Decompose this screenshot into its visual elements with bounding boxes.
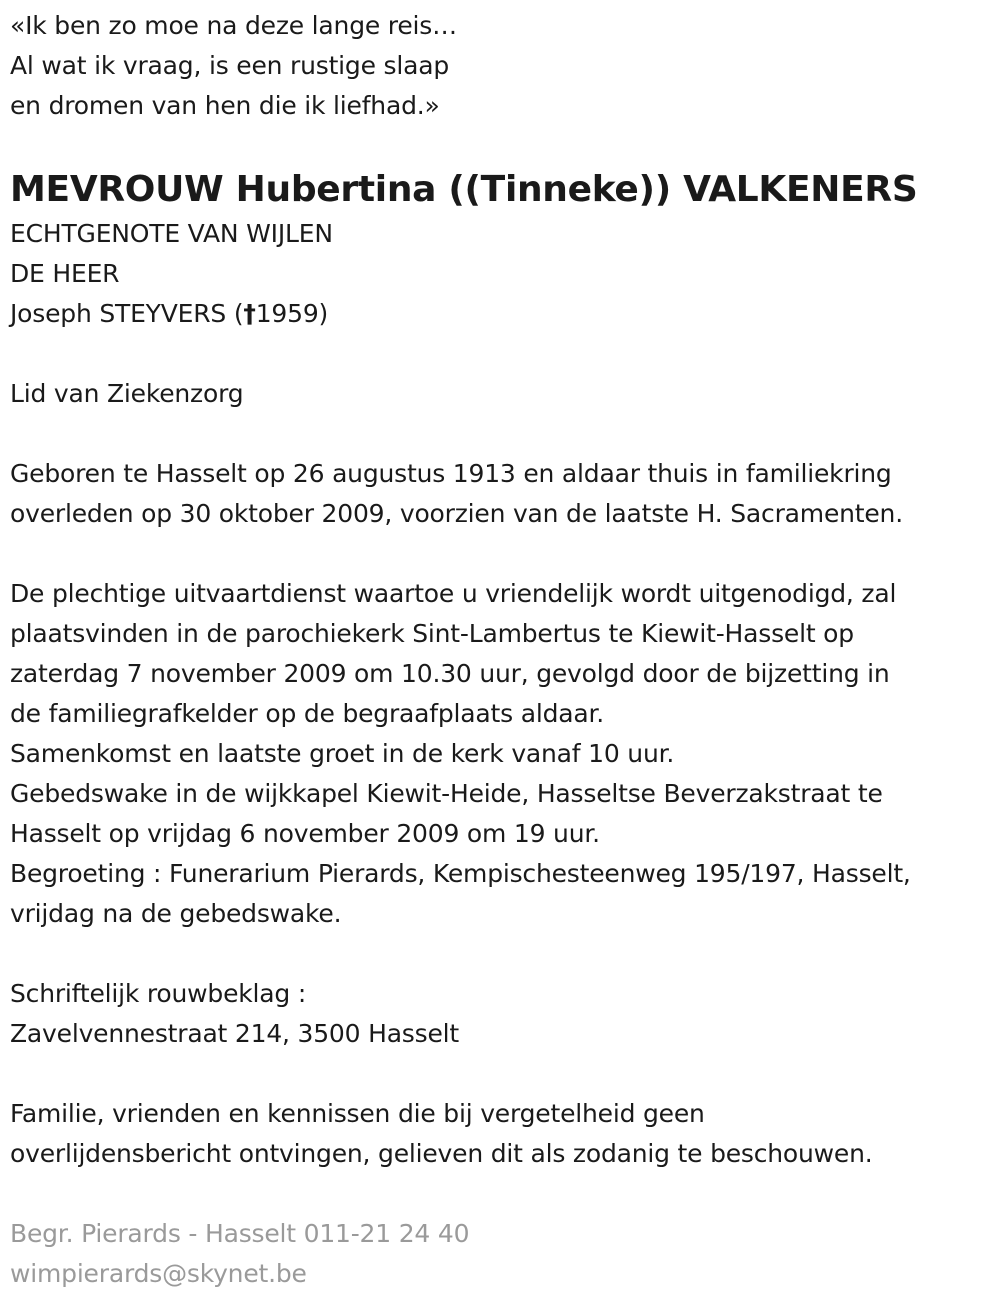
ceremony-line: Samenkomst en laatste groet in de kerk vanaf 10 uur. bbox=[10, 739, 675, 768]
spacer bbox=[10, 1054, 990, 1094]
obituary-document bbox=[10, 6, 990, 1294]
poem-line: en dromen van hen die ik liefhad.» bbox=[10, 91, 440, 120]
ceremony-block bbox=[10, 574, 990, 934]
ceremony-line: Hasselt op vrijdag 6 november 2009 om 19 uur. bbox=[10, 819, 600, 848]
birth-death-line: overleden op 30 oktober 2009, voorzien van de laatste H. Sacramenten. bbox=[10, 499, 903, 528]
condolence-line: Schriftelijk rouwbeklag : bbox=[10, 979, 307, 1008]
condolence-address: Zavelvennestraat 214, 3500 Hasselt bbox=[10, 1019, 459, 1048]
footer-block bbox=[10, 1214, 990, 1294]
birth-death-block bbox=[10, 454, 990, 534]
undertaker-line: Begr. Pierards - Hasselt 011-21 24 40 bbox=[10, 1219, 470, 1248]
ceremony-line: de familiegrafkelder op de begraafplaats aldaar. bbox=[10, 699, 605, 728]
poem-block bbox=[10, 6, 990, 126]
cross-icon: † bbox=[243, 299, 256, 328]
spouse-death-year: 1959) bbox=[255, 299, 329, 328]
spacer bbox=[10, 1174, 990, 1214]
ceremony-line: plaatsvinden in de parochiekerk Sint-Lambertus te Kiewit-Hasselt op bbox=[10, 619, 854, 648]
email-line: wimpierards@skynet.be bbox=[10, 1259, 307, 1288]
ceremony-line: De plechtige uitvaartdienst waartoe u vriendelijk wordt uitgenodigd, zal bbox=[10, 579, 897, 608]
spacer bbox=[10, 934, 990, 974]
ceremony-line: Gebedswake in de wijkkapel Kiewit-Heide, Hasseltse Beverzakstraat te bbox=[10, 779, 883, 808]
poem-line: «Ik ben zo moe na deze lange reis… bbox=[10, 11, 457, 40]
spacer bbox=[10, 334, 990, 374]
membership-line: Lid van Ziekenzorg bbox=[10, 379, 244, 408]
relation-line: ECHTGENOTE VAN WIJLEN bbox=[10, 219, 333, 248]
notice-block bbox=[10, 1094, 990, 1174]
notice-line: Familie, vrienden en kennissen die bij vergetelheid geen bbox=[10, 1099, 705, 1128]
spacer bbox=[10, 414, 990, 454]
notice-line: overlijdensbericht ontvingen, gelieven dit als zodanig te beschouwen. bbox=[10, 1139, 873, 1168]
poem-line: Al wat ik vraag, is een rustige slaap bbox=[10, 51, 449, 80]
condolence-block bbox=[10, 974, 990, 1054]
birth-death-line: Geboren te Hasselt op 26 augustus 1913 en aldaar thuis in familiekring bbox=[10, 459, 892, 488]
ceremony-line: Begroeting : Funerarium Pierards, Kempischesteenweg 195/197, Hasselt, bbox=[10, 859, 911, 888]
relation-line: DE HEER bbox=[10, 259, 120, 288]
spacer bbox=[10, 534, 990, 574]
spouse-line bbox=[10, 294, 990, 334]
ceremony-line: zaterdag 7 november 2009 om 10.30 uur, gevolgd door de bijzetting in bbox=[10, 659, 890, 688]
deceased-name: MEVROUW Hubertina ((Tinneke)) VALKENERS bbox=[10, 169, 918, 210]
relation-block bbox=[10, 214, 990, 334]
spouse-name: Joseph STEYVERS ( bbox=[10, 299, 244, 328]
ceremony-line: vrijdag na de gebedswake. bbox=[10, 899, 342, 928]
